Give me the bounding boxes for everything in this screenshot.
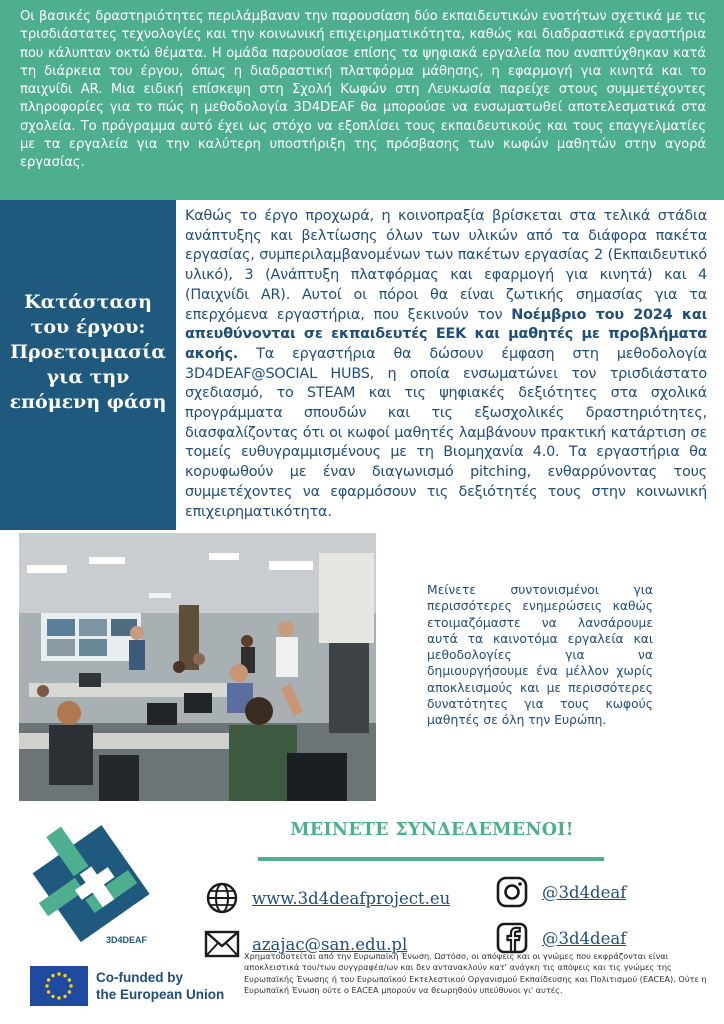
status-text-part2: Τα εργαστήρια θα δώσουν έμφαση στη μεθοδολογία 3D4DEAF@SOCIAL HUBS, η οποία ενσωματώνει τον τρισδιάστατο σχεδιασμό, το STEAM και τις ψηφιακές δεξιότητες στα σχολικά προγράμματα σπουδών και τις εξωσχολικές δραστηριότητες, διασφαλίζοντας ότι οι κωφοί μαθητές λαμβάνουν πρακτική κατάρτιση σε τομείς ευθυγραμμισμένους με τη Βιομηχανία 4.0. Τα εργαστήρια θα κορυφωθούν με έναν διαγωνισμό pitching, ενθαρρύνοντας τους συμμετέχοντες να εφαρμόσουν τις δεξιότητές τους στην κοινωνική επιχειρηματικότητα.: [185, 345, 707, 520]
section-title: [6, 290, 170, 415]
stay-connected-heading: ΜΕΙΝΕΤΕ ΣΥΝΔΕΔΕΜΕΝΟΙ!: [290, 820, 574, 840]
funding-disclaimer: Χρηματοδοτείται από την Ευρωπαϊκή Ένωση. Ωστόσο, οι απόψεις και οι γνώμες που εκφράζονται είναι αποκλειστικά του/των συγγραφέα/ων και δεν αντανακλούν κατ' ανάγκη τις απόψεις και τις γνώμες της Ευρωπαϊκής Ένωσης ή του Ευρωπαϊκού Εκτελεστικού Οργανισμού Εκπαίδευσης και Πολιτισμού (EACEA). Ούτε η Ευρωπαϊκή Ένωση ούτε ο EACEA μπορούν να θεωρηθούν υπεύθυνοι γι' αυτές.: [244, 951, 707, 996]
envelope-icon: [204, 926, 240, 962]
closing-paragraph: Μείνετε συντονισμένοι για περισσότερες ενημερώσεις καθώς ετοιμαζόμαστε να λανσάρουμε αυτά τα καινοτόμα εργαλεία και μεθοδολογίες για να δημιουργήσουμε ένα μέλλον χωρίς αποκλεισμούς και με περισσότερες δυνατότητες για τους κωφούς μαθητές σε όλη την Ευρώπη.: [427, 583, 653, 728]
website-contact[interactable]: [204, 880, 450, 916]
status-text-part1: Καθώς το έργο προχωρά, η κοινοπραξία βρίσκεται στα τελικά στάδια ανάπτυξης και βελτίωσης όλων των υλικών από τα διάφορα πακέτα εργασίας, συμπεριλαμβανομένων των πακέτων εργασίας 2 (Εκπαιδευτικό υλικό), 3 (Ανάπτυξη πλατφόρμας και εφαρμογή για κινητά) και 4 (Παιχνίδι AR). Αυτοί οι πόροι θα είναι ζωτικής σημασίας για τα επερχόμενα εργαστήρια, που ξεκινούν τον: [185, 208, 707, 323]
instagram-icon: [494, 874, 530, 910]
3d4deaf-logo: [28, 812, 158, 947]
section-title-line: επόμενη φάση: [9, 391, 167, 413]
section-title-line: για την: [46, 366, 130, 388]
workshop-photo: [19, 533, 376, 801]
eu-cofunded-label: [96, 969, 224, 1003]
instagram-link[interactable]: @3d4deaf: [542, 882, 627, 902]
website-link[interactable]: www.3d4deafproject.eu: [252, 888, 451, 908]
eu-cofunded-block: [30, 966, 224, 1006]
intro-band: [0, 0, 724, 200]
instagram-contact[interactable]: [494, 874, 626, 910]
workshop-photo-illustration: [19, 533, 376, 801]
globe-icon: [204, 880, 240, 916]
section-title-line: Κατάσταση: [24, 291, 152, 313]
eu-label-line1: Co-funded by: [96, 970, 183, 985]
eu-label-line2: the European Union: [96, 987, 225, 1002]
email-link[interactable]: azajac@san.edu.pl: [252, 934, 408, 954]
section-title-line: Προετοιμασία: [10, 341, 166, 363]
status-text-bold: Νοέμβριο του 2024 και απευθύνονται σε εκπαιδευτές ΕΕΚ και μαθητές με προβλήματα ακοής.: [185, 306, 707, 362]
eu-flag-icon: [30, 966, 88, 1006]
intro-paragraph: Οι βασικές δραστηριότητες περιλάμβαναν την παρουσίαση δύο εκπαιδευτικών ενοτήτων σχετικά με τις τρισδιάστατες τεχνολογίες και την κοινωνική επιχειρηματικότητα, καθώς και διαδραστικά εργαστήρια που κάλυπταν οκτώ θέματα. Η ομάδα παρουσίασε επίσης τα ψηφιακά εργαλεία που αναπτύχθηκαν κατά τη διάρκεια του έργου, όπως η διαδραστική πλατφόρμα μάθησης, η εφαρμογή για κινητά και το παιχνίδι AR. Μια ειδική επίσκεψη στη Σχολή Κωφών στη Λευκωσία παρείχε στους συμμετέχοντες πληροφορίες για το πώς η μεθοδολογία 3D4DEAF θα μπορούσε να ενσωματωθεί αποτελεσματικά στα σχολεία. Το πρόγραμμα αυτό έχει ως στόχο να εξοπλίσει τους εκπαιδευτικούς και τους επαγγελματίες με τα εργαλεία για την καλύτερη υποστήριξη της πρόσβασης των κωφών μαθητών στην αγορά εργασίας.: [20, 9, 706, 171]
heading-divider: [258, 857, 604, 861]
section-title-line: του έργου:: [30, 316, 146, 338]
status-paragraph: [185, 207, 707, 522]
logo-label: 3D4DEAF: [106, 935, 148, 945]
facebook-link[interactable]: @3d4deaf: [542, 928, 627, 948]
